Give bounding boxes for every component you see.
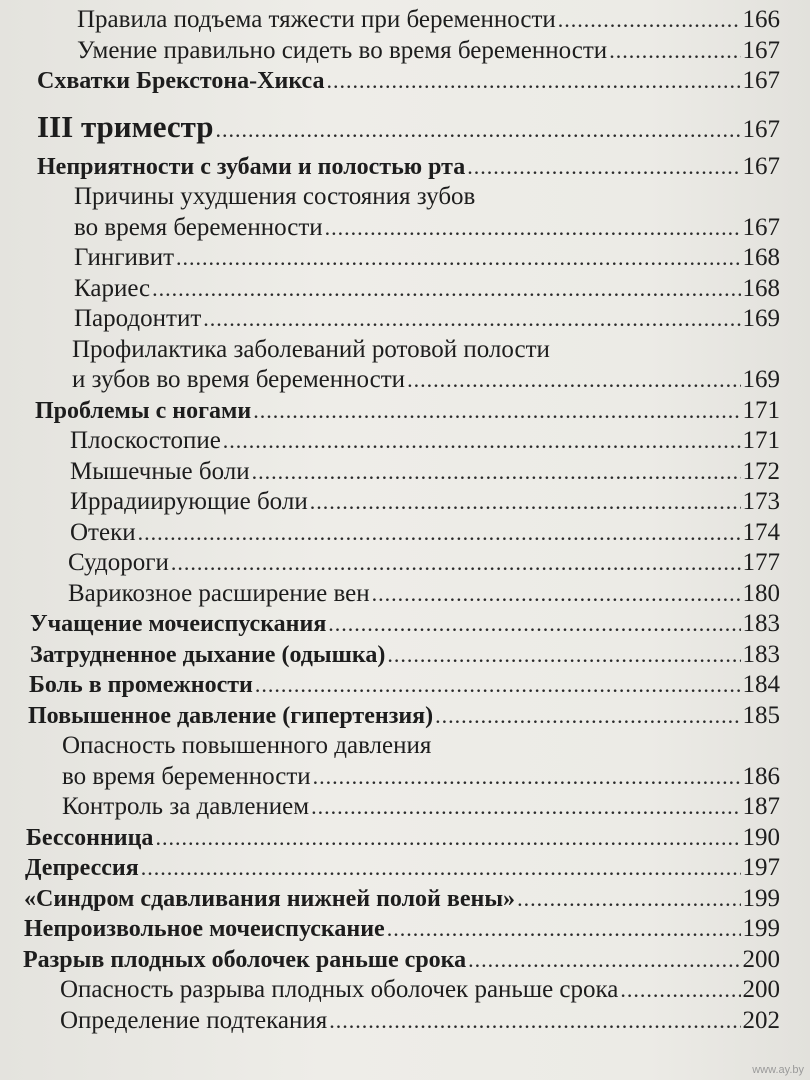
- dot-leader: [387, 914, 741, 945]
- toc-page-number: 166: [742, 6, 780, 33]
- toc-page-number: 167: [742, 36, 780, 64]
- toc-entry-title: Опасность разрыва плодных оболочек раньше срока: [60, 976, 619, 1003]
- dot-leader: [620, 975, 740, 1006]
- toc-entry: [0, 213, 810, 244]
- toc-page-number: 184: [742, 671, 780, 698]
- toc-entry-title: Контроль за давлением: [62, 793, 310, 820]
- dot-leader: [325, 213, 741, 244]
- toc-page-number: 169: [742, 305, 780, 332]
- toc-page-number: 200: [742, 976, 780, 1003]
- toc-entry: [0, 396, 810, 427]
- dot-leader: [609, 36, 740, 67]
- table-of-contents: [0, 5, 810, 1036]
- dot-leader: [138, 518, 741, 549]
- dot-leader: [252, 457, 741, 488]
- toc-page-number: 199: [742, 884, 780, 912]
- toc-entry-title: Учащение мочеиспускания: [30, 611, 327, 637]
- dot-leader: [435, 701, 740, 732]
- toc-entry: [0, 487, 810, 518]
- dot-leader: [372, 579, 741, 610]
- toc-entry: [0, 823, 810, 854]
- dot-leader: [176, 243, 741, 274]
- toc-entry-title: Судороги: [68, 549, 169, 576]
- dot-leader: [203, 304, 740, 335]
- toc-page-number: 171: [742, 427, 780, 454]
- toc-page-number: 186: [742, 762, 780, 790]
- toc-page-number: 200: [742, 945, 780, 973]
- toc-entry-title: Повышенное давление (гипертензия): [28, 702, 434, 729]
- dot-leader: [467, 152, 740, 183]
- toc-page-number: 202: [742, 1006, 780, 1034]
- dot-leader: [329, 1006, 740, 1037]
- toc-entry: [0, 945, 810, 976]
- toc-entry-title-line: Причины ухудшения состояния зубов: [74, 183, 476, 210]
- dot-leader: [407, 365, 740, 396]
- toc-entry-title: Плоскостопие: [70, 427, 221, 454]
- toc-entry-title: Затрудненное дыхание (одышка): [30, 641, 386, 668]
- toc-page-number: 172: [742, 457, 780, 485]
- toc-page-number: 169: [742, 366, 780, 393]
- toc-entry-title: «Синдром сдавливания нижней полой вены»: [24, 885, 516, 912]
- toc-entry-title: Депрессия: [25, 855, 139, 881]
- toc-entry: [0, 426, 810, 457]
- toc-entry-title: Определение подтекания: [60, 1006, 328, 1034]
- toc-entry-title: III триместр: [37, 108, 214, 144]
- toc-page-number: 183: [742, 610, 780, 637]
- toc-entry: [0, 670, 810, 701]
- toc-entry: [0, 243, 810, 274]
- toc-entry-title: во время беременности: [74, 213, 323, 241]
- toc-entry: [0, 609, 810, 640]
- toc-entry: [0, 701, 810, 732]
- toc-entry-title: Умение правильно сидеть во время беременности: [77, 36, 608, 64]
- toc-entry-title: Иррадиирующие боли: [70, 488, 308, 515]
- toc-entry: [0, 457, 810, 488]
- dot-leader: [141, 853, 741, 884]
- toc-entry-title: Варикозное расширение вен: [68, 579, 370, 607]
- dot-leader: [558, 5, 741, 36]
- toc-entry: [0, 1006, 810, 1037]
- toc-entry-title: Бессонница: [26, 824, 154, 851]
- toc-entry-title: Неприятности с зубами и полостью рта: [37, 153, 466, 180]
- toc-entry: [0, 640, 810, 671]
- toc-entry-title: и зубов во время беременности: [72, 366, 406, 393]
- toc-page-number: 168: [742, 244, 780, 271]
- toc-entry: [0, 579, 810, 610]
- toc-entry: [0, 762, 810, 793]
- toc-entry-title: Мышечные боли: [70, 457, 250, 485]
- toc-page-number: 167: [742, 152, 780, 180]
- toc-entry-title: Правила подъема тяжести при беременности: [77, 6, 556, 33]
- dot-leader: [468, 945, 740, 976]
- toc-page-number: 167: [742, 213, 780, 241]
- toc-page-number: 185: [742, 701, 780, 729]
- toc-page-number: 197: [742, 854, 780, 881]
- toc-entry: [0, 518, 810, 549]
- toc-page-number: 168: [742, 274, 780, 302]
- toc-entry-title: Боль в промежности: [29, 672, 253, 698]
- dot-leader: [253, 396, 740, 427]
- toc-entry-title-line: Опасность повышенного давления: [62, 732, 432, 759]
- dot-leader: [216, 108, 741, 152]
- toc-entry-title: Кариес: [74, 274, 151, 302]
- toc-entry-title: Гингивит: [74, 244, 174, 271]
- dot-leader: [517, 884, 740, 915]
- toc-page-number: 199: [742, 915, 780, 942]
- toc-entry-title: Непроизвольное мочеиспускание: [24, 916, 385, 942]
- toc-page-number: 187: [742, 793, 780, 820]
- toc-page-number: 173: [742, 488, 780, 515]
- dot-leader: [328, 609, 740, 640]
- toc-page-number: 171: [742, 396, 780, 424]
- dot-leader: [223, 426, 741, 457]
- dot-leader: [155, 823, 740, 854]
- toc-page-number: 180: [742, 579, 780, 607]
- dot-leader: [152, 274, 740, 305]
- toc-page-number: 174: [742, 518, 780, 546]
- toc-page-number: 167: [742, 115, 780, 143]
- toc-entry: [0, 548, 810, 579]
- toc-entry-title: Отеки: [70, 518, 136, 546]
- toc-entry-title: во время беременности: [62, 762, 311, 790]
- dot-leader: [387, 640, 740, 671]
- toc-entry: [0, 914, 810, 945]
- dot-leader: [171, 548, 741, 579]
- toc-entry: [0, 274, 810, 305]
- toc-entry-title: Проблемы с ногами: [35, 397, 252, 424]
- toc-page-number: 190: [742, 823, 780, 851]
- toc-entry-title: Схватки Брекстона-Хикса: [37, 68, 325, 94]
- toc-entry: [0, 5, 810, 36]
- dot-leader: [327, 66, 741, 97]
- dot-leader: [310, 487, 741, 518]
- dot-leader: [255, 670, 741, 701]
- dot-leader: [313, 762, 741, 793]
- toc-page-number: 183: [742, 640, 780, 668]
- toc-entry-title: Пародонтит: [74, 305, 202, 332]
- toc-entry: [0, 152, 810, 183]
- toc-entry: [0, 66, 810, 97]
- toc-entry: [0, 105, 810, 152]
- watermark: www.ay.by: [752, 1064, 804, 1076]
- toc-entry: [0, 304, 810, 335]
- toc-page-number: 177: [742, 549, 780, 576]
- toc-entry: [0, 975, 810, 1006]
- toc-entry: [0, 853, 810, 884]
- toc-entry-title-line: Профилактика заболеваний ротовой полости: [72, 335, 550, 363]
- toc-entry: [0, 36, 810, 67]
- dot-leader: [311, 792, 740, 823]
- toc-entry-title: Разрыв плодных оболочек раньше срока: [23, 946, 467, 973]
- toc-entry: [0, 884, 810, 915]
- toc-entry: [0, 365, 810, 396]
- toc-page-number: 167: [742, 67, 780, 94]
- toc-entry: [0, 792, 810, 823]
